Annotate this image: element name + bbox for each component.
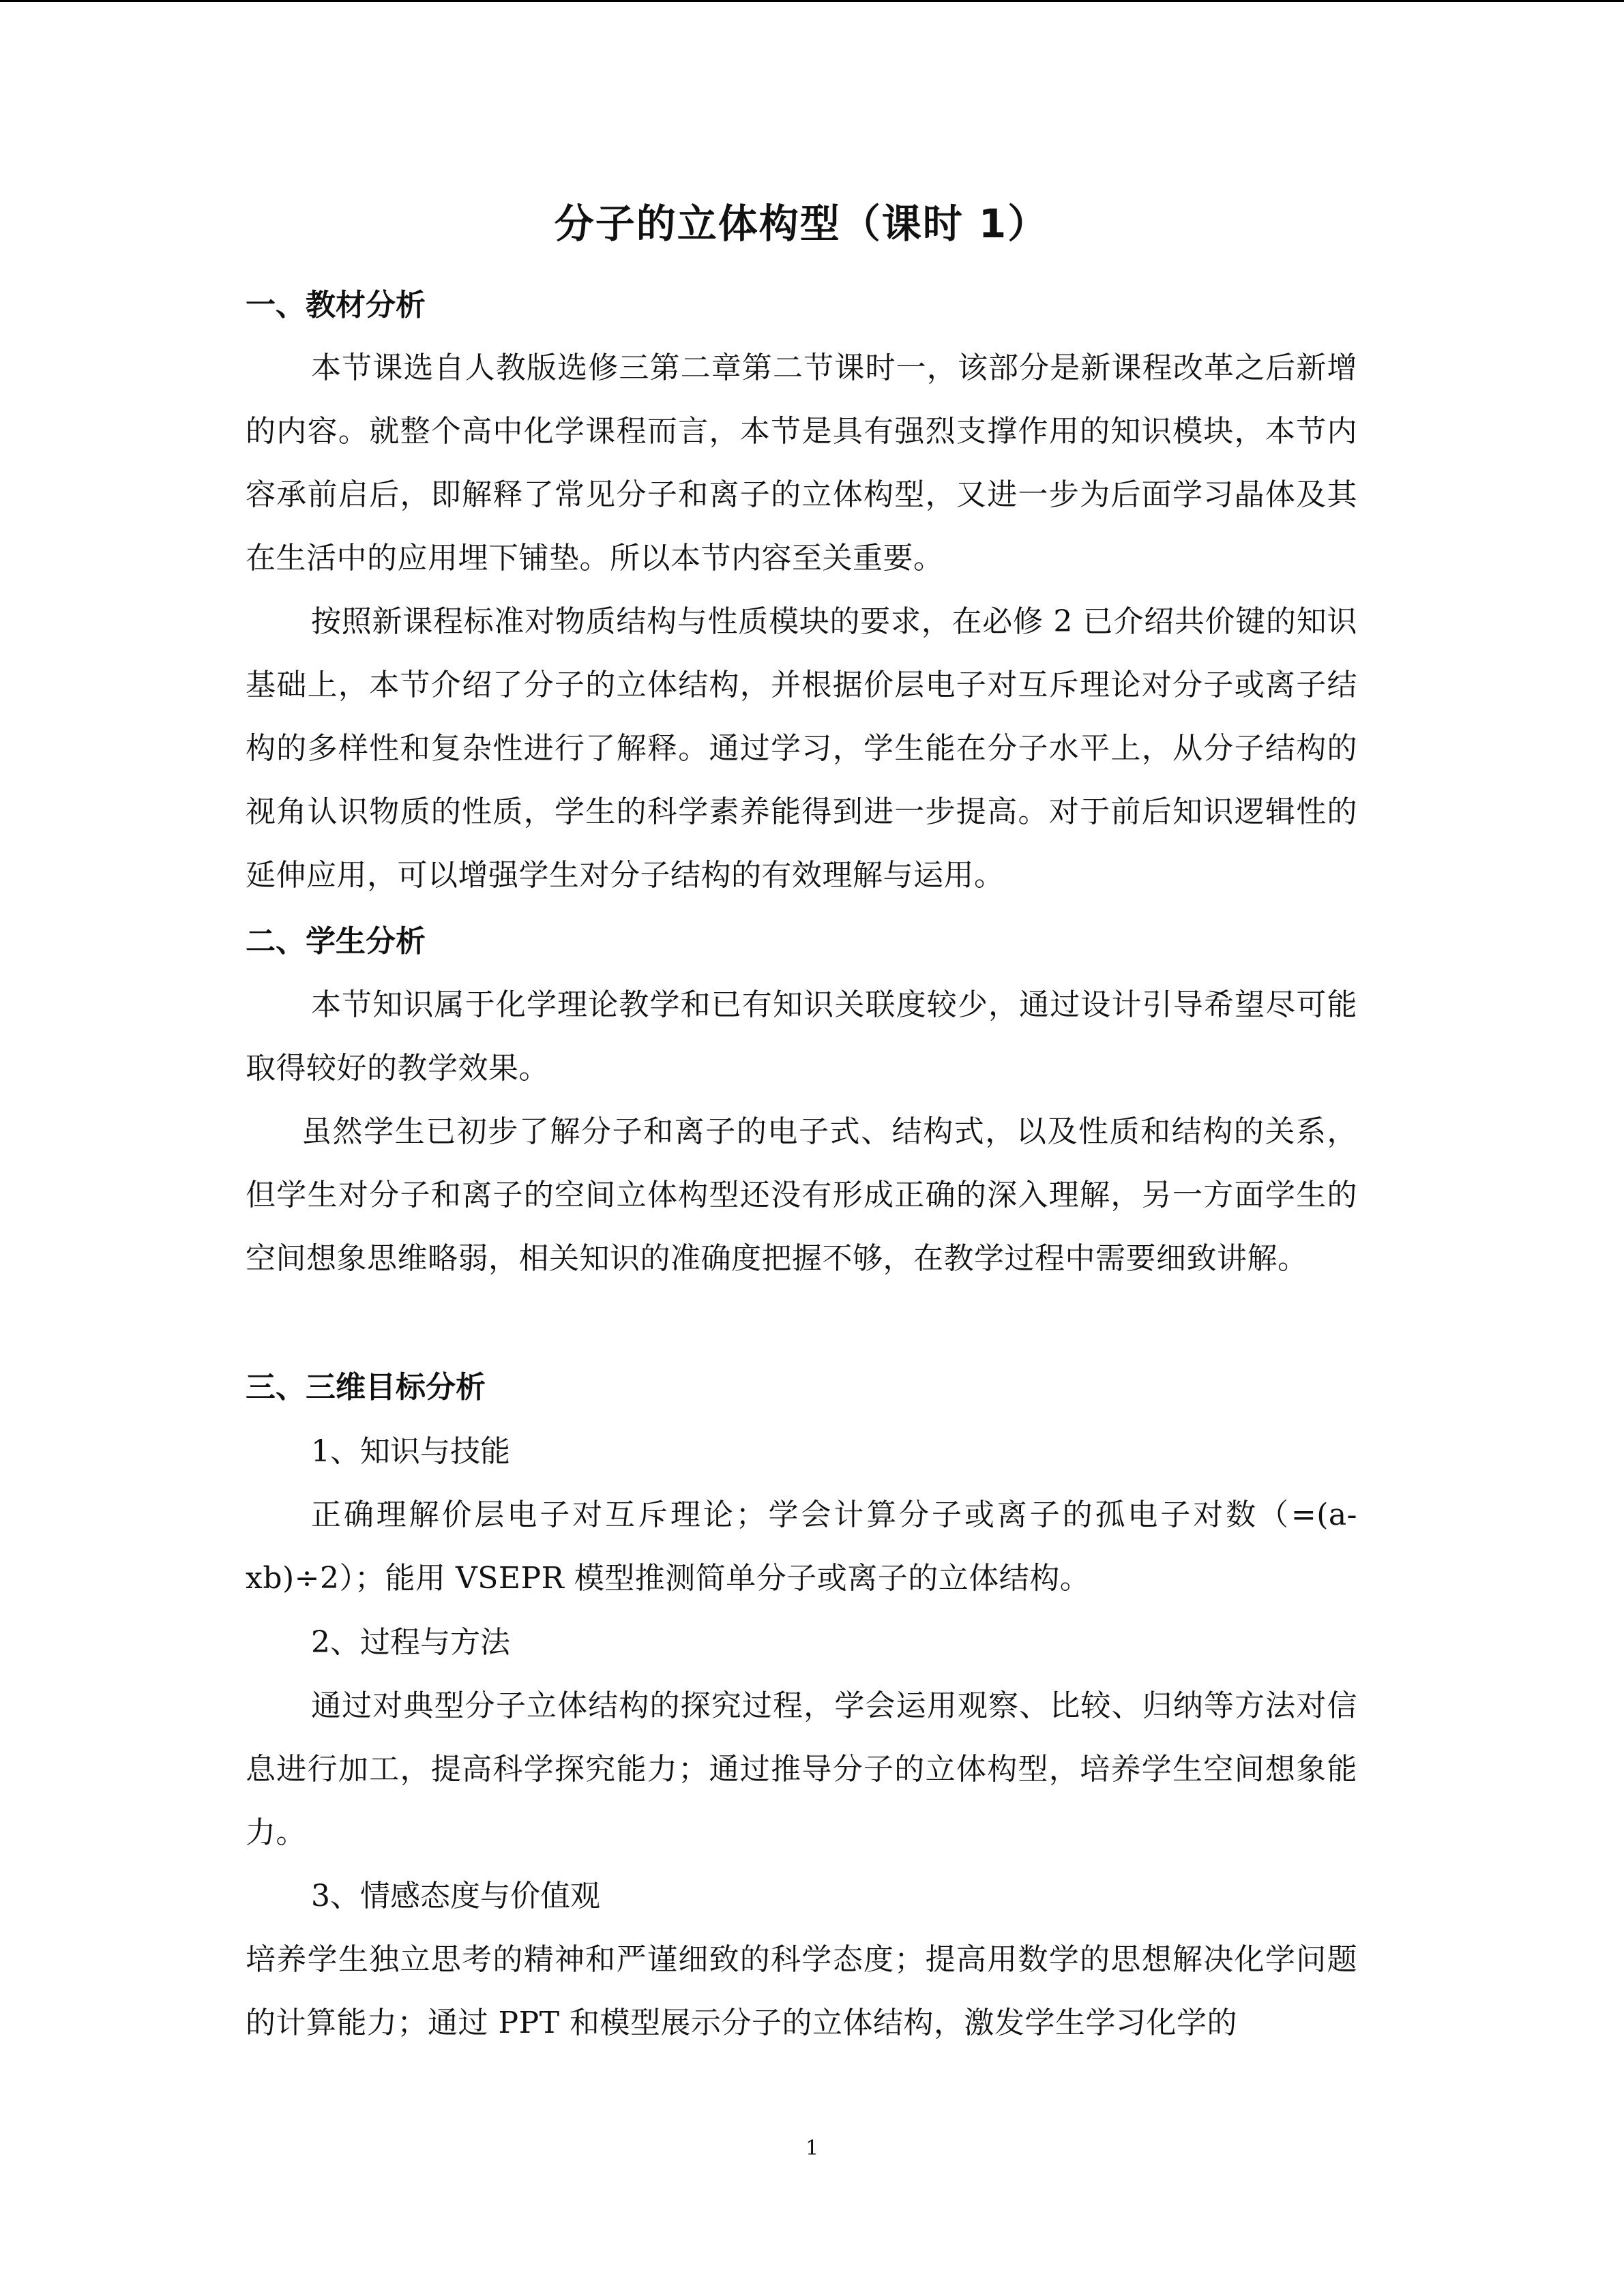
paragraph-knowledge-skills: 正确理解价层电子对互斥理论；学会计算分子或离子的孤电子对数（=(a-xb)÷2）；能用 VSEPR 模型推测简单分子或离子的立体结构。 xyxy=(246,1497,1357,1596)
section-heading-textbook-analysis: 一、教材分析 xyxy=(246,288,426,323)
section-heading-goals: 三、三维目标分析 xyxy=(246,1370,486,1405)
paragraph-student-analysis-1: 本节知识属于化学理论教学和已有知识关联度较少，通过设计引导希望尽可能取得较好的教学效果。 xyxy=(246,987,1357,1086)
paragraph-emotion-values: 培养学生独立思考的精神和严谨细致的科学态度；提高用数学的思想解决化学问题的计算能力；通过 PPT 和模型展示分子的立体结构，激发学生学习化学的 xyxy=(246,1942,1357,2040)
subheading-emotion-values: 3、情感态度与价值观 xyxy=(311,1879,600,1913)
page-title: 分子的立体构型（课时 1） xyxy=(554,200,1049,247)
section-heading-student-analysis: 二、学生分析 xyxy=(246,924,426,959)
subheading-knowledge-skills: 1、知识与技能 xyxy=(311,1434,510,1469)
paragraph-textbook-analysis-2: 按照新课程标准对物质结构与性质模块的要求，在必修 2 已介绍共价键的知识基础上，本节介绍了分子的立体结构，并根据价层电子对互斥理论对分子或离子结构的多样性和复杂性进行了解释。通过学习，学生能在分子水平上，从分子结构的视角认识物质的性质，学生的科学素养能得到进一步提高。对于前后知识逻辑性的延伸应用，可以增强学生对分子结构的有效理解与运用。 xyxy=(246,604,1357,893)
subheading-process-methods: 2、过程与方法 xyxy=(311,1625,510,1660)
page-number: 1 xyxy=(805,2136,819,2160)
paragraph-process-methods: 通过对典型分子立体结构的探究过程，学会运用观察、比较、归纳等方法对信息进行加工，提高科学探究能力；通过推导分子的立体构型，培养学生空间想象能力。 xyxy=(246,1688,1357,1850)
paragraph-student-analysis-2: 虽然学生已初步了解分子和离子的电子式、结构式，以及性质和结构的关系，但学生对分子和离子的空间立体构型还没有形成正确的深入理解，另一方面学生的空间想象思维略弱，相关知识的准确度把握不够，在教学过程中需要细致讲解。 xyxy=(246,1114,1357,1276)
paragraph-textbook-analysis-1: 本节课选自人教版选修三第二章第二节课时一，该部分是新课程改革之后新增的内容。就整个高中化学课程而言，本节是具有强烈支撑作用的知识模块，本节内容承前启后，即解释了常见分子和离子的立体构型，又进一步为后面学习晶体及其在生活中的应用埋下铺垫。所以本节内容至关重要。 xyxy=(246,351,1357,576)
